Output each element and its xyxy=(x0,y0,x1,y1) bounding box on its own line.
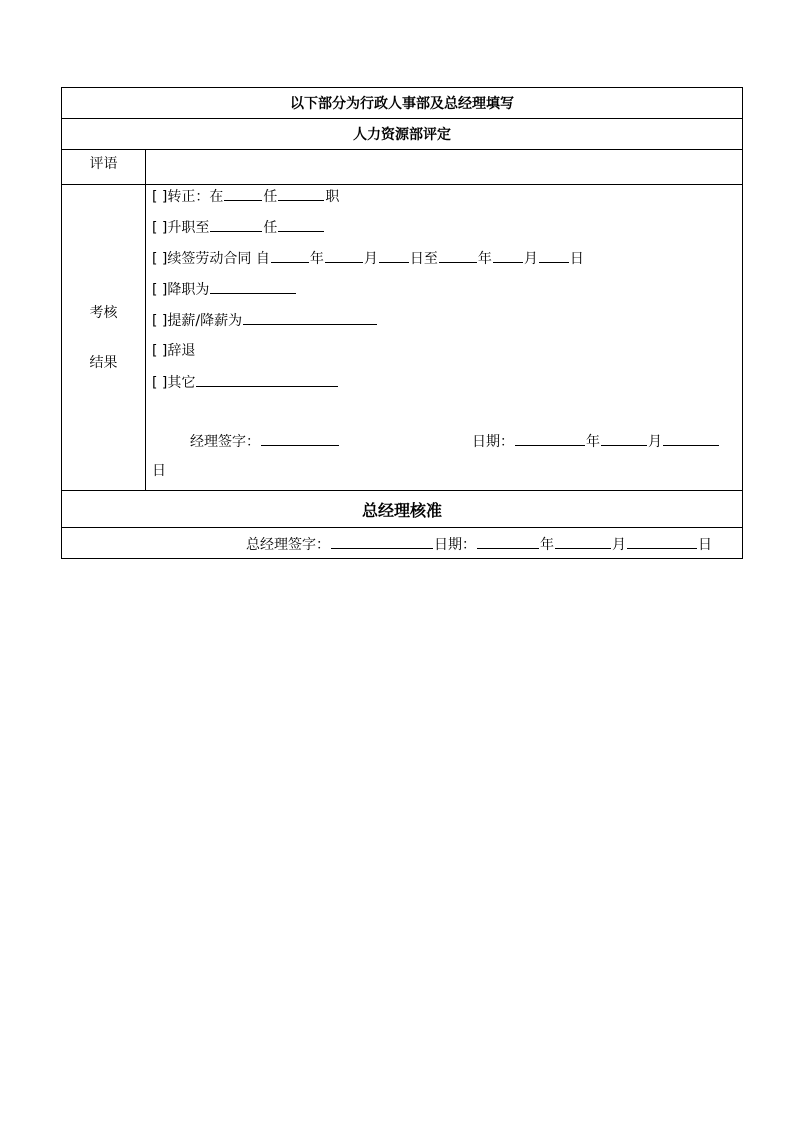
result-label-line-1: 考核 xyxy=(89,304,118,321)
blank-line[interactable] xyxy=(278,216,324,232)
option-confirm[interactable]: [ ]转正：在 任 职 xyxy=(152,185,736,216)
blank-line[interactable] xyxy=(325,247,363,263)
checkbox[interactable]: [ ] xyxy=(152,282,168,298)
comment-label: 评语 xyxy=(62,150,146,185)
manager-date-day: 日 xyxy=(152,463,166,479)
blank-line[interactable] xyxy=(243,309,377,325)
blank-line[interactable] xyxy=(278,185,324,201)
option-other[interactable]: [ ]其它 xyxy=(152,371,736,402)
blank-line[interactable] xyxy=(515,430,585,446)
blank-line[interactable] xyxy=(555,533,611,549)
assessment-form xyxy=(61,87,743,559)
checkbox[interactable]: [ ] xyxy=(152,220,168,236)
hr-evaluation-title: 人力资源部评定 xyxy=(62,119,743,150)
comment-field[interactable] xyxy=(146,150,743,185)
blank-line[interactable] xyxy=(539,247,569,263)
result-label-line-2: 结果 xyxy=(89,354,118,371)
option-promote[interactable]: [ ]升职至 任 xyxy=(152,216,736,247)
gm-approval-title: 总经理核准 xyxy=(62,491,743,528)
result-label xyxy=(62,185,146,491)
signature-line[interactable] xyxy=(261,430,339,446)
blank-line[interactable] xyxy=(196,371,338,387)
blank-line[interactable] xyxy=(210,216,262,232)
blank-line[interactable] xyxy=(210,278,296,294)
blank-line[interactable] xyxy=(224,185,262,201)
blank-line[interactable] xyxy=(379,247,409,263)
checkbox[interactable]: [ ] xyxy=(152,343,168,359)
manager-signature-row xyxy=(152,430,736,460)
gm-signature-row: 总经理签字： 日期： 年 月 日 xyxy=(62,528,743,559)
checkbox[interactable]: [ ] xyxy=(152,251,168,267)
blank-line[interactable] xyxy=(439,247,477,263)
manager-date: 日期： 年 月 xyxy=(472,430,720,453)
blank-line[interactable] xyxy=(663,430,719,446)
blank-line[interactable] xyxy=(477,533,539,549)
blank-line[interactable] xyxy=(271,247,309,263)
option-dismiss[interactable]: [ ]辞退 xyxy=(152,343,196,359)
checkbox[interactable]: [ ] xyxy=(152,189,168,205)
manager-signature: 经理签字： xyxy=(190,430,340,453)
option-renew-contract[interactable]: [ ]续签劳动合同 自 年 月 日至 年 月 日 xyxy=(152,247,736,278)
checkbox[interactable]: [ ] xyxy=(152,313,168,329)
signature-line[interactable] xyxy=(331,533,433,549)
option-salary-change[interactable]: [ ]提薪/降薪为 xyxy=(152,309,736,340)
blank-line[interactable] xyxy=(601,430,647,446)
blank-line[interactable] xyxy=(493,247,523,263)
result-options xyxy=(146,185,743,491)
section-header: 以下部分为行政人事部及总经理填写 xyxy=(62,88,743,119)
blank-line[interactable] xyxy=(627,533,697,549)
option-demote[interactable]: [ ]降职为 xyxy=(152,278,736,309)
checkbox[interactable]: [ ] xyxy=(152,375,168,391)
